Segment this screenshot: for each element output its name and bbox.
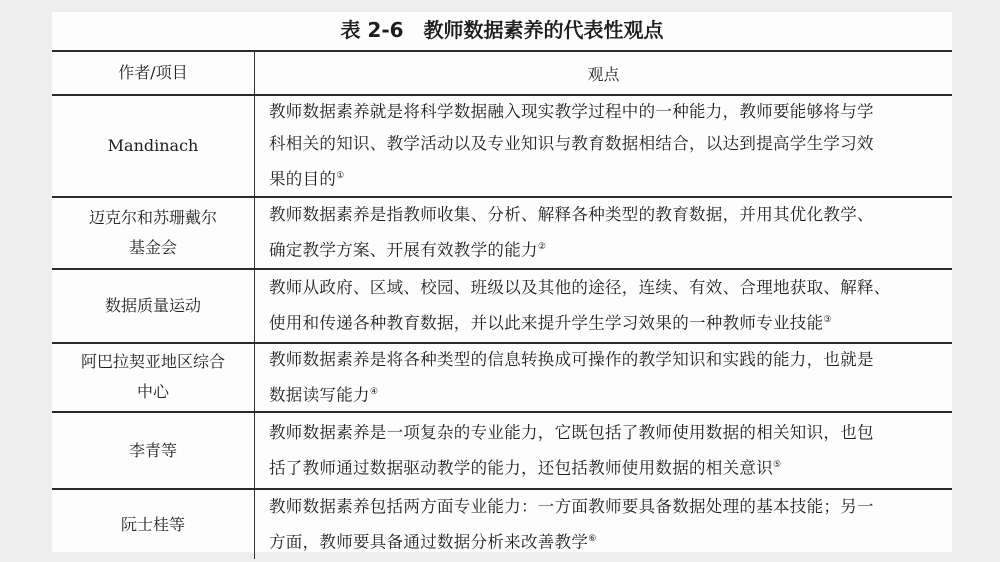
view-text: 确定教学方案、开展有效教学的能力 <box>269 240 538 260</box>
view-text: 教师数据素养是将各种类型的信息转换成可操作的教学知识和实践的能力，也就是 <box>269 349 874 369</box>
view-line <box>269 449 944 485</box>
footnote-marker: ④ <box>369 386 379 397</box>
table-row <box>52 412 952 489</box>
view-cell <box>255 269 953 343</box>
view-line <box>269 96 944 128</box>
view-cell <box>255 197 953 269</box>
view-text: 方面，教师要具备通过数据分析来改善教学 <box>269 532 589 552</box>
view-line <box>269 304 944 340</box>
author-line: Mandinach <box>107 135 199 155</box>
author-cell <box>52 412 255 489</box>
view-cell <box>255 412 953 489</box>
view-text: 科相关的知识、教学活动以及专业知识与教育数据相结合，以达到提高学生学习效 <box>269 134 874 153</box>
table-row <box>52 269 952 343</box>
view-line <box>269 491 944 523</box>
footnote-marker: ② <box>537 241 547 252</box>
view-line <box>269 272 944 304</box>
view-line <box>269 376 944 412</box>
view-cell <box>255 343 953 413</box>
view-line <box>269 231 944 267</box>
viewpoints-table <box>52 50 952 559</box>
view-text: 教师数据素养包括两方面专业能力：一方面教师要具备数据处理的基本技能；另一 <box>269 496 874 516</box>
view-text: 使用和传递各种教育数据，并以此来提升学生学习效果的一种教师专业技能 <box>269 313 824 333</box>
view-text: 教师从政府、区域、校园、班级以及其他的途径，连续、有效、合理地获取、解释、 <box>269 277 891 297</box>
footnote-marker: ③ <box>823 314 832 325</box>
header-view: 观点 <box>255 51 953 95</box>
author-line: 基金会 <box>128 237 177 257</box>
view-text: 果的目的 <box>269 169 337 189</box>
view-text: 教师数据素养是指教师收集、分析、解释各种类型的教育数据，并用其优化教学、 <box>269 204 874 224</box>
table-row <box>52 343 952 413</box>
author-line: 阮士桂等 <box>120 514 185 534</box>
footnote-marker: ⑥ <box>588 533 597 544</box>
author-line: 中心 <box>136 382 169 402</box>
author-line: 迈克尔和苏珊戴尔 <box>88 207 217 227</box>
view-text: 教师数据素养就是将科学数据融入现实教学过程中的一种能力，教师要能够将与学 <box>269 102 874 121</box>
author-line: 李青等 <box>128 440 177 460</box>
document-page <box>52 12 952 552</box>
table-header-row <box>52 51 952 95</box>
view-line <box>269 160 944 196</box>
view-line <box>269 344 944 376</box>
footnote-marker: ① <box>336 171 345 181</box>
view-cell <box>255 95 953 197</box>
author-line: 数据质量运动 <box>104 295 201 315</box>
table-row <box>52 197 952 269</box>
table-row <box>52 489 952 559</box>
view-text: 括了教师通过数据驱动教学的能力，还包括教师使用数据的相关意识 <box>269 458 773 478</box>
author-cell <box>52 95 255 197</box>
header-author: 作者/项目 <box>52 51 255 95</box>
author-cell <box>52 343 255 413</box>
view-cell <box>255 489 953 559</box>
view-text: 数据读写能力 <box>269 385 370 404</box>
view-line <box>269 417 944 449</box>
view-line <box>269 199 944 231</box>
author-cell <box>52 197 255 269</box>
table-title: 表 2-6 教师数据素养的代表性观点 <box>340 18 664 42</box>
author-line: 阿巴拉契亚地区综合 <box>80 352 225 372</box>
footnote-marker: ⑤ <box>773 459 782 470</box>
table-row <box>52 95 952 197</box>
view-line <box>269 128 944 160</box>
author-cell <box>52 269 255 343</box>
view-text: 教师数据素养是一项复杂的专业能力，它既包括了教师使用数据的相关知识，也包 <box>269 422 874 442</box>
view-line <box>269 523 944 559</box>
author-cell <box>52 489 255 559</box>
